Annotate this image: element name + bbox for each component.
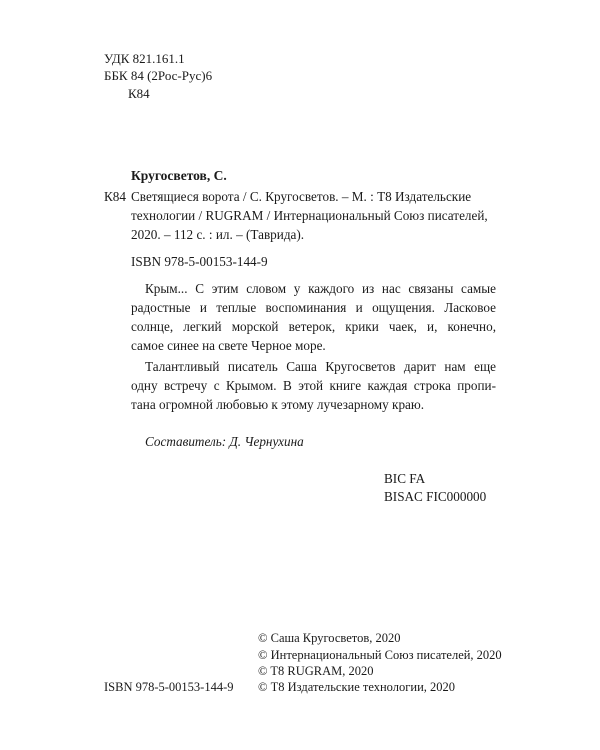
record-side-mark: К84 xyxy=(104,189,126,204)
record-author: Кругосветов, С. xyxy=(131,168,227,183)
copyright-line: © T8 RUGRAM, 2020 xyxy=(258,664,374,678)
record-bib-line: 2020. – 112 с. : ил. – (Таврида). xyxy=(131,227,305,242)
annotation-line: самое синее на свете Черное море. xyxy=(131,338,326,353)
annotation-paragraph xyxy=(131,279,496,355)
annotation-line: Крым... С этим словом у каждого из нас связаны самые xyxy=(145,281,496,296)
bisac-code: BISAC FIC000000 xyxy=(384,489,487,504)
udk-code: УДК 821.161.1 xyxy=(104,51,185,66)
annotation-paragraph xyxy=(131,357,496,414)
record-bib-line: технологии / RUGRAM / Интернациональный Союз писателей, xyxy=(131,208,488,223)
annotation-line: тана огромной любовью к этому лучезарному краю. xyxy=(131,397,425,412)
bbk-code: ББК 84 (2Рос-Рус)6 xyxy=(104,68,213,83)
bic-code: BIC FA xyxy=(384,471,426,486)
record-bib-line: Светящиеся ворота / С. Кругосветов. – М. : Т8 Издательские xyxy=(131,189,472,204)
compiler-credit: Составитель: Д. Чернухина xyxy=(145,434,304,449)
annotation-line: одну встречу с Крымом. В этой книге каждая строка пропи- xyxy=(131,378,496,393)
author-mark: К84 xyxy=(128,86,150,101)
footer-isbn: ISBN 978-5-00153-144-9 xyxy=(104,680,234,694)
record-isbn: ISBN 978-5-00153-144-9 xyxy=(131,254,268,269)
copyright-line: © Интернациональный Союз писателей, 2020 xyxy=(258,648,502,662)
annotation-line: солнце, легкий морской ветерок, крики чаек, и, конечно, xyxy=(131,319,496,334)
copyright-line: © Т8 Издательские технологии, 2020 xyxy=(258,680,456,694)
copyright-line: © Саша Кругосветов, 2020 xyxy=(258,631,401,645)
annotation-line: радостные и теплые воспоминания и ощущения. Ласковое xyxy=(131,300,496,315)
annotation-line: Талантливый писатель Саша Кругосветов дарит нам еще xyxy=(145,359,496,374)
